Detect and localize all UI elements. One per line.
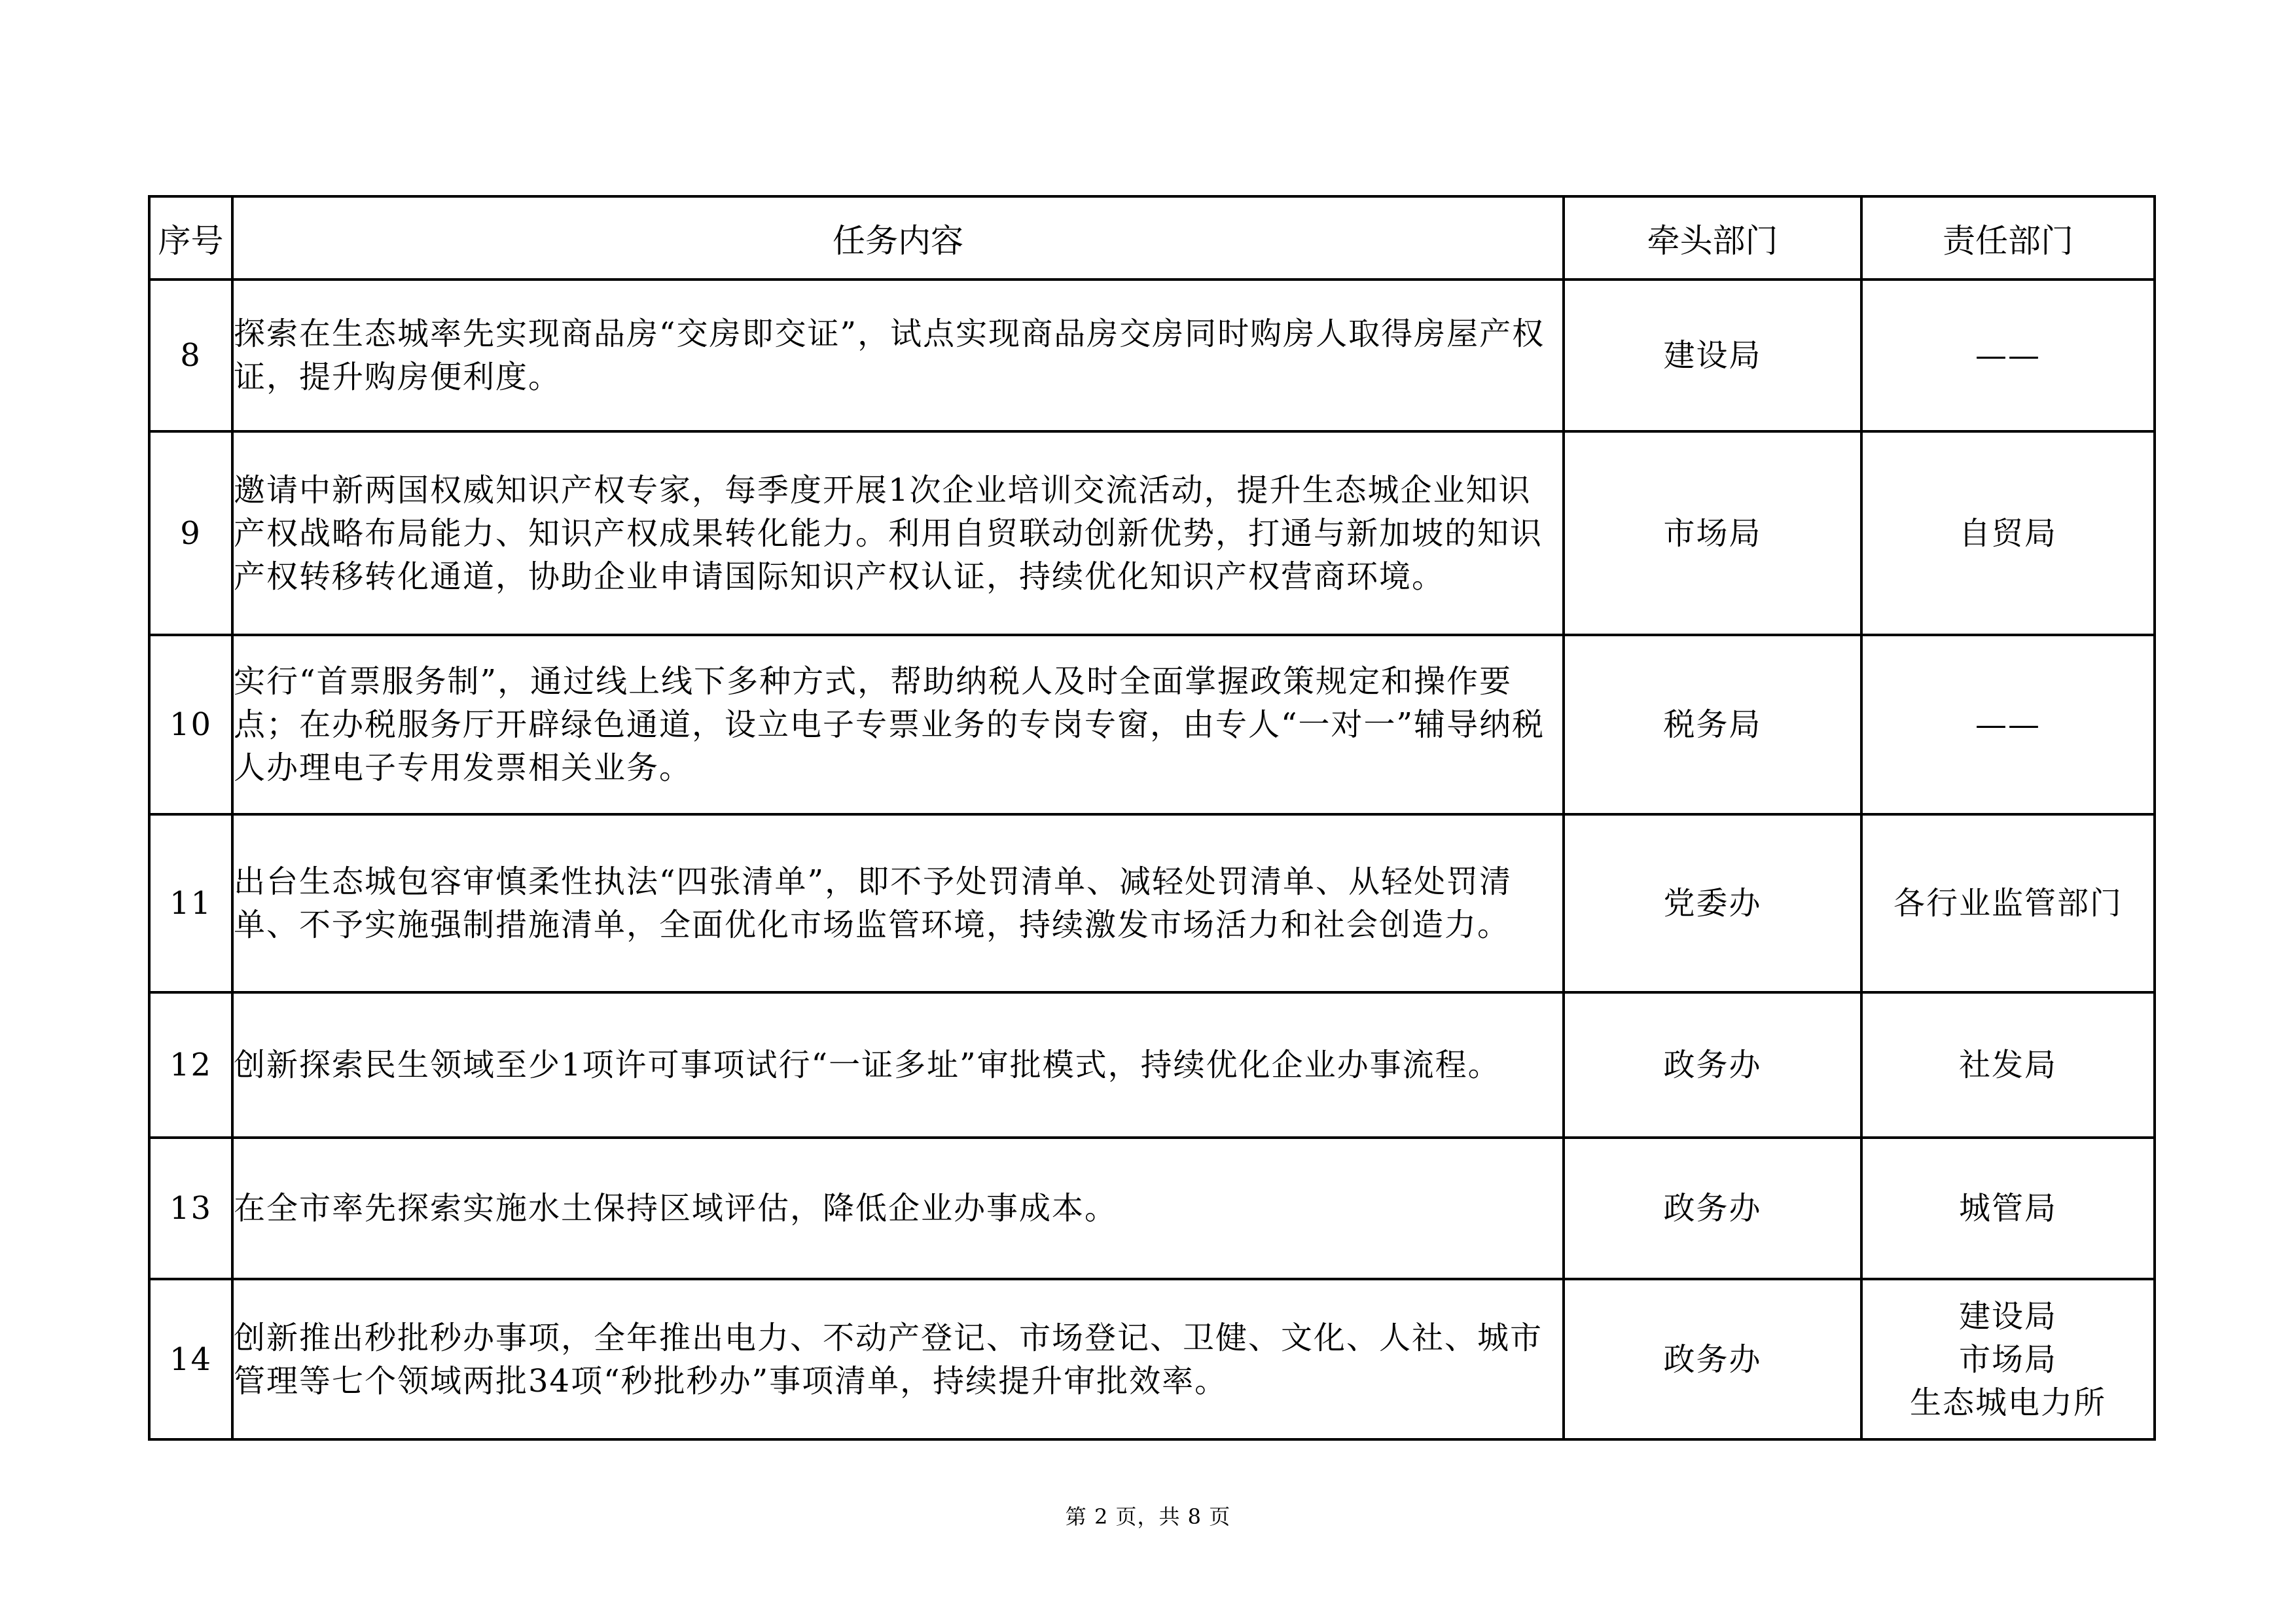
responsible-department-line: 社发局 <box>1958 1047 2057 1083</box>
lead-department: 党委办 <box>1564 814 1861 992</box>
responsible-department-line: 市场局 <box>1958 1341 2057 1378</box>
task-content: 实行“首票服务制”，通过线上线下多种方式，帮助纳税人及时全面掌握政策规定和操作要点；在办税服务厅开辟绿色通道，设立电子专票业务的专岗专窗，由专人“一对一”辅导纳税人办理电子专用发票相关业务。 <box>232 635 1564 814</box>
row-number: 10 <box>149 635 232 814</box>
row-number: 12 <box>149 992 232 1138</box>
responsible-department-line: 建设局 <box>1958 1297 2057 1335</box>
task-content: 创新探索民生领域至少1项许可事项试行“一证多址”审批模式，持续优化企业办事流程。 <box>232 992 1564 1138</box>
responsible-department-line: 自贸局 <box>1958 514 2057 552</box>
header-responsible-department: 责任部门 <box>1861 196 2155 280</box>
responsible-department <box>1861 992 2155 1138</box>
responsible-department <box>1861 1279 2155 1439</box>
row-number: 13 <box>149 1138 232 1279</box>
row-number: 8 <box>149 280 232 431</box>
table-row <box>149 635 2155 814</box>
responsible-department <box>1861 431 2155 635</box>
task-content: 邀请中新两国权威知识产权专家，每季度开展1次企业培训交流活动，提升生态城企业知识产权战略布局能力、知识产权成果转化能力。利用自贸联动创新优势，打通与新加坡的知识产权转移转化通道，协助企业申请国际知识产权认证，持续优化知识产权营商环境。 <box>232 431 1564 635</box>
responsible-department <box>1861 1138 2155 1279</box>
responsible-department-line: 城管局 <box>1958 1190 2057 1227</box>
table-header-row <box>149 196 2155 280</box>
lead-department: 市场局 <box>1564 431 1861 635</box>
table-row <box>149 1279 2155 1439</box>
responsible-department-line: 各行业监管部门 <box>1893 885 2123 922</box>
table-row <box>149 992 2155 1138</box>
table-row <box>149 280 2155 431</box>
task-content: 出台生态城包容审慎柔性执法“四张清单”，即不予处罚清单、减轻处罚清单、从轻处罚清单、不予实施强制措施清单，全面优化市场监管环境，持续激发市场活力和社会创造力。 <box>232 814 1564 992</box>
task-content: 创新推出秒批秒办事项，全年推出电力、不动产登记、市场登记、卫健、文化、人社、城市管理等七个领域两批34项“秒批秒办”事项清单，持续提升审批效率。 <box>232 1279 1564 1439</box>
responsible-department-line: —— <box>1975 706 2041 743</box>
header-content: 任务内容 <box>232 196 1564 280</box>
table-row <box>149 431 2155 635</box>
task-content: 探索在生态城率先实现商品房“交房即交证”，试点实现商品房交房同时购房人取得房屋产权证，提升购房便利度。 <box>232 280 1564 431</box>
lead-department: 政务办 <box>1564 1138 1861 1279</box>
lead-department: 政务办 <box>1564 1279 1861 1439</box>
table-row <box>149 1138 2155 1279</box>
lead-department: 政务办 <box>1564 992 1861 1138</box>
responsible-department <box>1861 635 2155 814</box>
responsible-department <box>1861 280 2155 431</box>
row-number: 11 <box>149 814 232 992</box>
lead-department: 税务局 <box>1564 635 1861 814</box>
task-content: 在全市率先探索实施水土保持区域评估，降低企业办事成本。 <box>232 1138 1564 1279</box>
row-number: 14 <box>149 1279 232 1439</box>
table-row <box>149 814 2155 992</box>
lead-department: 建设局 <box>1564 280 1861 431</box>
task-table <box>148 195 2156 1441</box>
header-no: 序号 <box>149 196 232 280</box>
responsible-department-line: 生态城电力所 <box>1909 1384 2106 1421</box>
responsible-department-line: —— <box>1975 337 2041 374</box>
row-number: 9 <box>149 431 232 635</box>
responsible-department <box>1861 814 2155 992</box>
page-footer: 第 2 页，共 8 页 <box>1065 1504 1231 1529</box>
header-lead-department: 牵头部门 <box>1564 196 1861 280</box>
